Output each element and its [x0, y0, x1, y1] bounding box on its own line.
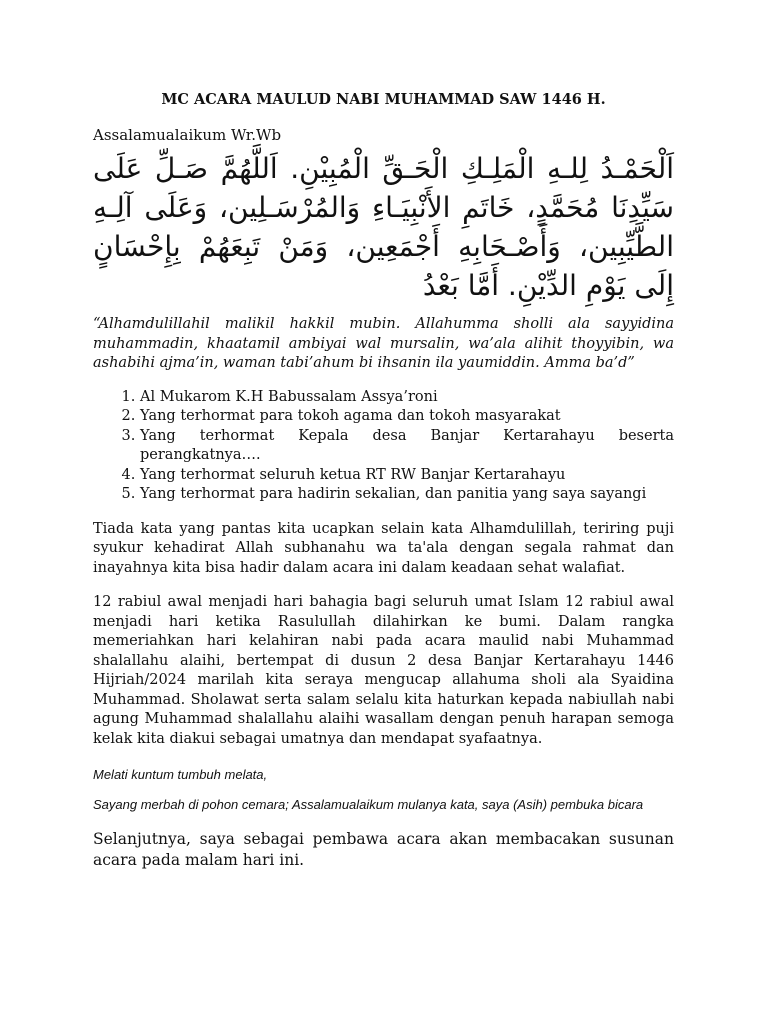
list-item: 5. Yang terhormat para hadirin sekalian, dan panitia yang saya sayangi — [140, 485, 674, 505]
list-item: 2. Yang terhormat para tokoh agama dan tokoh masyarakat — [140, 407, 674, 427]
pantun-line-2: Sayang merbah di pohon cemara; Assalamualaikum mulanya kata, saya (Asih) pembuka bicara — [93, 797, 644, 812]
transliteration-text: “Alhamdulillahil malikil hakkil mubin. Allahumma sholli ala sayyidina muhammadin, khaatamil ambiyai wal mursalin, wa’ala alihit thoyyibin, wa ashabihi ajma’in, waman tabi’ahum bi ihsanin ila yaumiddin. Amma ba’d” — [93, 316, 674, 371]
list-item: 4. Yang terhormat seluruh ketua RT RW Banjar Kertarahayu — [140, 466, 674, 486]
list-item: 1. Al Mukarom K.H Babussalam Assya’roni — [140, 388, 674, 408]
closing-paragraph: Selanjutnya, saya sebagai pembawa acara akan membacakan susunan acara pada malam hari ini. — [93, 830, 674, 869]
opening-paragraph: Tiada kata yang pantas kita ucapkan selain kata Alhamdulillah, teriring puji syukur kehadirat Allah subhanahu wa ta'ala dengan segala rahmat dan inayahnya kita bisa hadir dalam acara ini dalam keadaan sehat walafiat. — [93, 520, 674, 576]
document-page — [93, 0, 674, 871]
greeting-text: Assalamualaikum Wr.Wb — [93, 126, 282, 144]
greetings-list — [93, 388, 674, 505]
list-item: 3. Yang terhormat Kepala desa Banjar Kertarahayu beserta perangkatnya…. — [140, 427, 674, 466]
document-title: MC ACARA MAULUD NABI MUHAMMAD SAW 1446 H. — [161, 91, 606, 108]
arabic-opening-text: اَلْحَمْـدُ لِلـهِ الْمَلِـكِ الْحَـقِّ الْمُبِيْنِ. اَللَّهُمَّ صَـلِّ عَلَى سَيِّدِنَا مُحَمَّدٍ، خَاتَمِ الأَنْبِيَـاءِ وَالمُرْسَـلِين، وَعَلَى آلِـهِ الطَّيِّبِين، وَأَصْـحَابِهِ أَجْمَعِين، وَمَنْ تَبِعَهُمْ بِإِحْسَانٍ إِلَى يَوْمِ الدِّيْنِ. أَمَّا بَعْدُ — [93, 152, 674, 302]
pantun-line-1: Melati kuntum tumbuh melata, — [93, 767, 268, 782]
maulid-paragraph: 12 rabiul awal menjadi hari bahagia bagi seluruh umat Islam 12 rabiul awal menjadi hari ketika Rasulullah dilahirkan ke bumi. Dalam rangka memeriahkan hari kelahiran nabi pada acara maulid nabi Muhammad shalallahu alaihi, bertempat di dusun 2 desa Banjar Kertarahayu 1446 Hijriah/2024 marilah kita seraya mengucap allahuma sholi ala Syaidina Muhammad. Sholawat serta salam selalu kita haturkan kepada nabiullah nabi agung Muhammad shalallahu alaihi wasallam dengan penuh harapan semoga kelak kita diakui sebagai umatnya dan mendapat syafaatnya. — [93, 594, 674, 747]
